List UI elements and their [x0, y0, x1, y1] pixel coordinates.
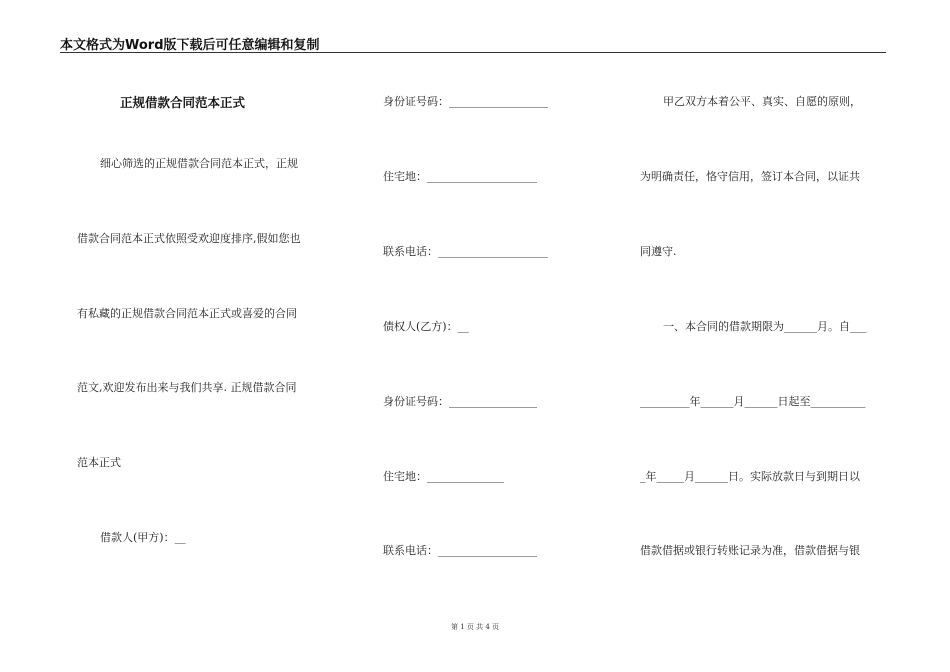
text-line: 借款借据或银行转账记录为准，借款借据与银 — [640, 544, 860, 557]
text-line: 债权人(乙方)：__ — [383, 320, 469, 333]
header-title: 本文格式为Word版下载后可任意编辑和复制 — [60, 38, 320, 53]
text-line: 一、本合同的借款期限为______月。自___ — [663, 320, 867, 333]
text-line: 联系电话：____________________ — [383, 245, 548, 258]
document-header — [60, 38, 886, 53]
text-line: 借款人(甲方)：__ — [100, 531, 186, 544]
text-line: 范本正式 — [77, 456, 121, 469]
text-line: 为明确责任，恪守信用，签订本合同，以证共 — [640, 170, 860, 183]
text-line: 甲乙双方本着公平、真实、自愿的原则， — [663, 95, 861, 108]
text-line: 同遵守. — [640, 245, 677, 258]
text-line: 住宅地：______________ — [383, 470, 504, 483]
doc-title: 正规借款合同范本正式 — [120, 95, 246, 110]
text-line: _年_____月______日。实际放款日与到期日以 — [640, 470, 860, 483]
text-line: 借款合同范本正式依照受欢迎度排序,假如您也 — [77, 232, 301, 245]
text-line: 有私藏的正规借款合同范本正式或喜爱的合同 — [77, 307, 297, 320]
text-line: 细心筛选的正规借款合同范本正式，正规 — [100, 157, 298, 170]
text-line: 联系电话：__________________ — [383, 544, 537, 557]
text-line: 住宅地：____________________ — [383, 170, 537, 183]
text-line: 范文,欢迎发布出来与我们共享. 正规借款合同 — [77, 381, 297, 394]
text-line: 身份证号码：________________ — [383, 395, 537, 408]
page-footer: 第 1 页 共 4 页 — [450, 623, 500, 631]
text-line: 身份证号码：__________________ — [383, 95, 548, 108]
text-line: _________年______月______日起至__________ — [640, 395, 866, 408]
